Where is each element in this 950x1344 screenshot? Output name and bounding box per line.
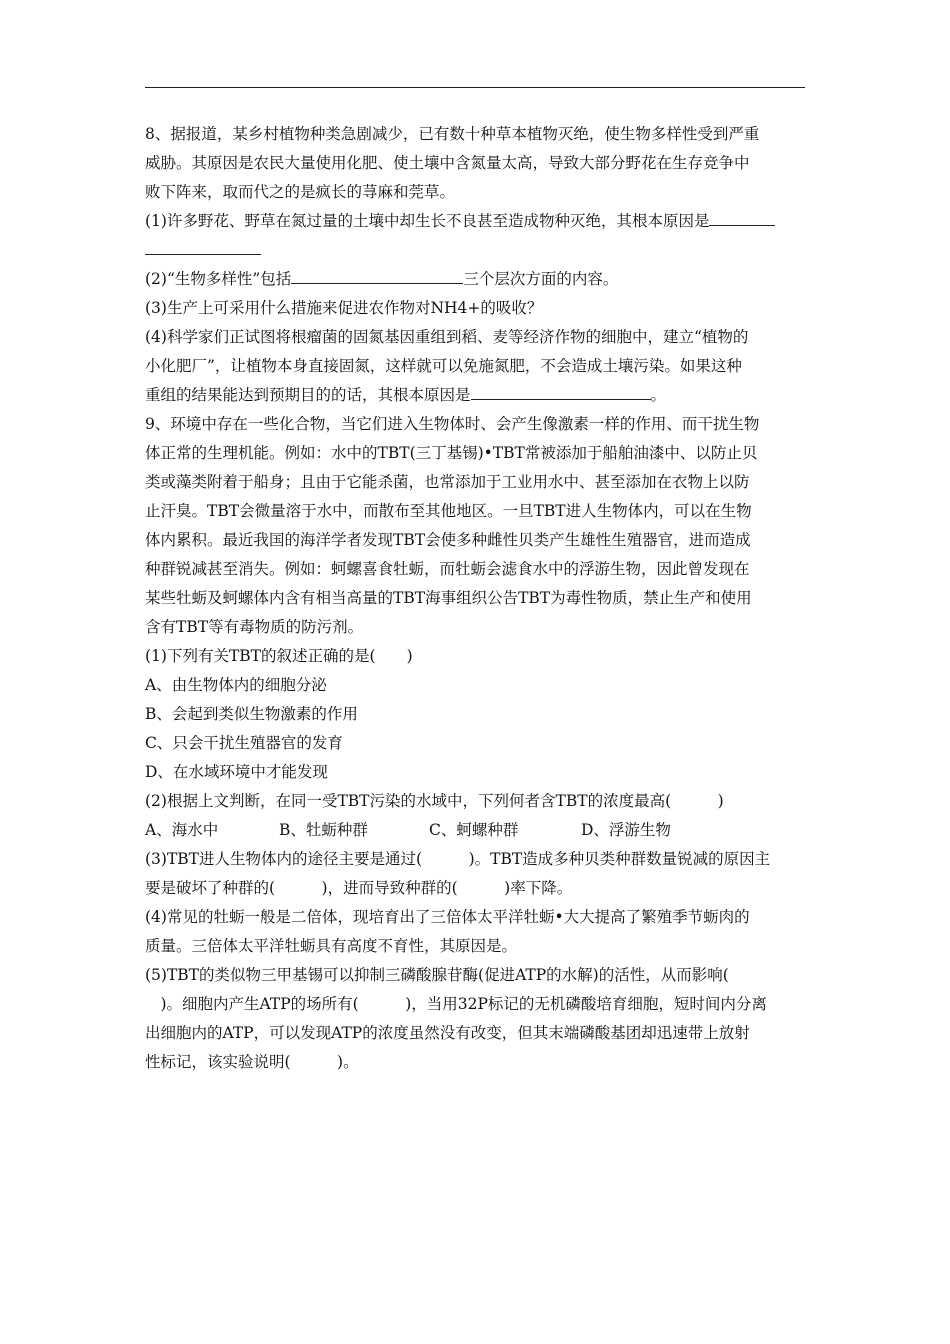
q9-intro-line: 体内累积。最近我国的海洋学者发现TBT会使多种雌性贝类产生雄性生殖器官，进而造成 bbox=[145, 531, 751, 549]
q9-sub1: (1)下列有关TBT的叙述正确的是( ) bbox=[145, 647, 413, 665]
q9-sub2-options bbox=[145, 816, 825, 845]
q8-sub2-text-b: 三个层次方面的内容。 bbox=[463, 270, 619, 288]
q8-sub4-line: 小化肥厂”，让植物本身直接固氮，这样就可以免施氮肥，不会造成土壤污染。如果这种 bbox=[145, 357, 742, 375]
q8-sub4-text-a: 重组的结果能达到预期目的的话，其根本原因是 bbox=[145, 386, 471, 404]
q9-sub3-line: (3)TBT进人生物体内的途径主要是通过( )。TBT造成多种贝类种群数量锐减的原因主 bbox=[145, 850, 771, 868]
q9-sub5-line: 性标记，该实验说明( )。 bbox=[145, 1053, 359, 1071]
q9-intro-line: 某些牡蛎及蚵螺体内含有相当高量的TBT海事组织公告TBT为毒性物质，禁止生产和使用 bbox=[145, 589, 752, 607]
q9-intro-line: 止汗臭。TBT会微量溶于水中，而散布至其他地区。一旦TBT进人生物体内，可以在生物 bbox=[145, 502, 752, 520]
q8-intro-line: 8、据报道，某乡村植物种类急剧减少，已有数十种草本植物灭绝，使生物多样性受到严重 bbox=[145, 125, 760, 143]
q9-intro-line: 种群锐减甚至消失。例如：蚵螺喜食牡蛎，而牡蛎会滤食水中的浮游生物，因此曾发现在 bbox=[145, 560, 750, 578]
q9-sub5-line: (5)TBT的类似物三甲基锡可以抑制三磷酸腺苷酶(促进ATP的水解)的活性，从而影响( bbox=[145, 966, 729, 984]
q8-sub3: (3)生产上可采用什么措施来促进农作物对NH4+的吸收？ bbox=[145, 299, 543, 317]
q8-sub2-text-a: (2)“生物多样性”包括 bbox=[145, 270, 292, 288]
q9-sub5-line: )。细胞内产生ATP的场所有( )，当用32P标记的无机磷酸培育细胞，短时间内分离 bbox=[145, 995, 767, 1013]
q9-sub1-option[interactable]: C、只会干扰生殖器官的发育 bbox=[145, 734, 343, 752]
q9-intro-line: 类或藻类附着于船身；且由于它能杀菌，也常添加于工业用水中、甚至添加在衣物上以防 bbox=[145, 473, 750, 491]
q9-sub2-option[interactable]: C、蚵螺种群 bbox=[429, 821, 519, 839]
q9-sub1-option[interactable]: B、会起到类似生物激素的作用 bbox=[145, 705, 358, 723]
q9-sub2-option[interactable]: B、牡蛎种群 bbox=[279, 821, 368, 839]
answer-blank[interactable] bbox=[471, 381, 651, 400]
q9-sub3-line: 要是破坏了种群的( )，进而导致种群的( )率下降。 bbox=[145, 879, 573, 897]
q9-intro-line: 含有TBT等有毒物质的防污剂。 bbox=[145, 618, 364, 636]
q8-sub4-last bbox=[145, 381, 825, 410]
q8-sub1-text: (1)许多野花、野草在氮过量的土壤中却生长不良甚至造成物种灭绝，其根本原因是 bbox=[145, 212, 710, 230]
q9-intro-line: 体正常的生理机能。例如：水中的TBT(三丁基锡)•TBT常被添加于船舶油漆中、以防止贝 bbox=[145, 444, 758, 462]
q9-intro-line: 9、环境中存在一些化合物，当它们进入生物体时、会产生像激素一样的作用、而干扰生物 bbox=[145, 415, 760, 433]
q9-sub1-option[interactable]: D、在水域环境中才能发现 bbox=[145, 763, 328, 781]
answer-blank[interactable] bbox=[709, 207, 775, 226]
q8-sub4-line: (4)科学家们正试图将根瘤菌的固氮基因重组到稻、麦等经济作物的细胞中，建立“植物的 bbox=[145, 328, 749, 346]
q9-sub1-option[interactable]: A、由生物体内的细胞分泌 bbox=[145, 676, 327, 694]
header-rule bbox=[145, 87, 805, 88]
q9-sub5-line: 出细胞内的ATP，可以发现ATP的浓度虽然没有改变，但其末端磷酸基团却迅速带上放射 bbox=[145, 1024, 750, 1042]
document-body bbox=[145, 120, 825, 1077]
q8-intro-line: 败下阵来，取而代之的是疯长的荨麻和莞草。 bbox=[145, 183, 456, 201]
q8-intro-line: 威胁。其原因是农民大量使用化肥、使土壤中含氮量太高，导致大部分野花在生存竞争中 bbox=[145, 154, 750, 172]
q8-sub1 bbox=[145, 207, 825, 236]
answer-blank[interactable] bbox=[145, 236, 261, 255]
q8-sub1-continuation bbox=[145, 236, 825, 265]
q8-sub4-text-b: 。 bbox=[650, 386, 667, 404]
q8-sub2 bbox=[145, 265, 825, 294]
q9-sub4-line: 质量。三倍体太平洋牡蛎具有高度不育性，其原因是。 bbox=[145, 937, 518, 955]
q9-sub4-line: (4)常见的牡蛎一般是二倍体，现培育出了三倍体太平洋牡蛎•大大提高了繁殖季节蛎肉的 bbox=[145, 908, 750, 926]
q9-sub2: (2)根据上文判断，在同一受TBT污染的水域中，下列何者含TBT的浓度最高( ) bbox=[145, 792, 724, 810]
answer-blank[interactable] bbox=[291, 265, 463, 284]
q9-sub2-option[interactable]: A、海水中 bbox=[145, 821, 219, 839]
q9-sub2-option[interactable]: D、浮游生物 bbox=[581, 821, 671, 839]
